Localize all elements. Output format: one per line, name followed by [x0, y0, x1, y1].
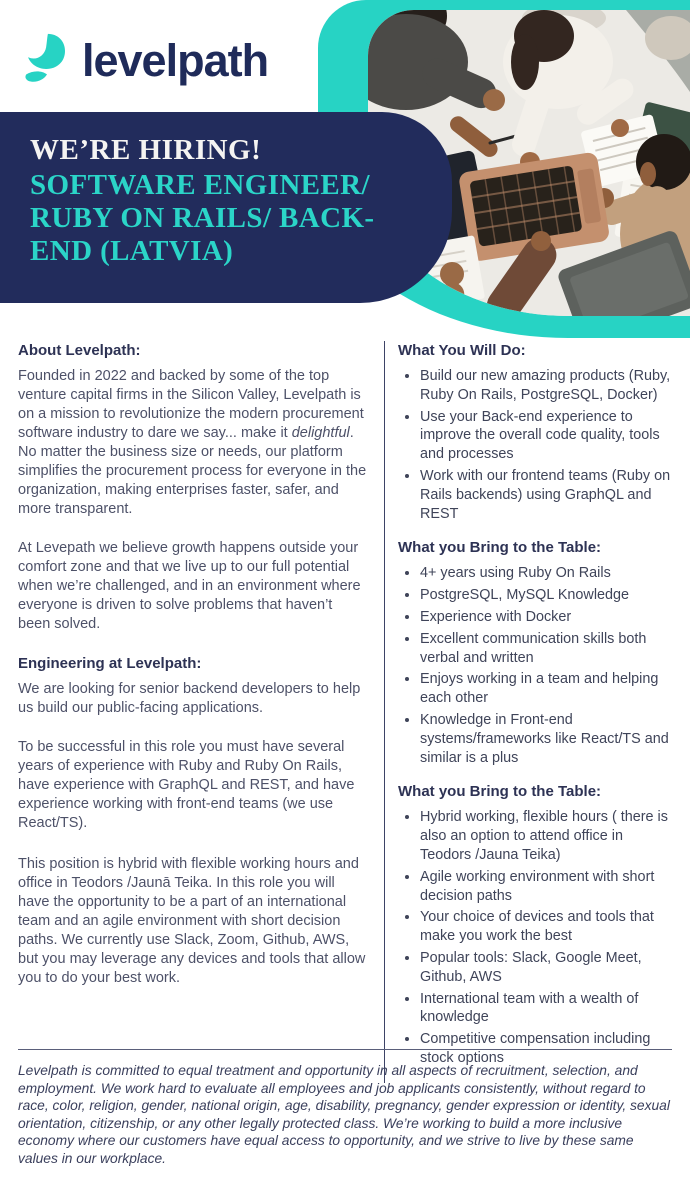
levelpath-logo [20, 30, 268, 90]
list-item: • Your choice of devices and tools that make you work the best [420, 908, 676, 946]
engineering-heading: Engineering at Levelpath: [18, 655, 202, 672]
hero-banner [0, 112, 452, 303]
body-content [18, 341, 676, 1083]
left-column [18, 341, 384, 1083]
about-p1-pre: Founded in 2022 and backed by some of the top venture capital firms in the Silicon Valley, Levelpath is on a mission to revolutionize the modern procurement software industry to dare we say... make it [18, 368, 364, 441]
logo-wordmark: levelpath [82, 34, 269, 86]
about-paragraph [18, 367, 368, 519]
bring-to-table-section-2 [398, 782, 676, 1067]
what-you-will-do-heading: What You Will Do: [398, 342, 526, 359]
what-you-will-do-list [398, 367, 676, 523]
about-p1-emphasis: delightful [291, 425, 350, 441]
list-item: • Knowledge in Front-end systems/frameworks like React/TS and similar is a plus [420, 711, 676, 767]
hiring-headline: WE’RE HIRING! [30, 134, 262, 166]
engineering-paragraph-3: This position is hybrid with flexible working hours and office in Teodors /Jaunā Teika. In this role you will have the opportunity to be a part of an international team and an agile environment with short decision paths. We currently use Slack, Zoom, Github, AWS, but you may leverage any devices and tools that allow you to do your best work. [18, 856, 366, 986]
list-item: • Experience with Docker [420, 608, 676, 627]
list-item: • Excellent communication skills both verbal and written [420, 630, 676, 668]
bring-to-table-section-1 [398, 538, 676, 767]
bring-to-table-list-1 [398, 564, 676, 767]
list-item: • International team with a wealth of knowledge [420, 990, 676, 1028]
list-item: • Work with our frontend teams (Ruby on Rails backends) using GraphQL and REST [420, 467, 676, 523]
footer-divider [18, 1049, 672, 1050]
list-item: • 4+ years using Ruby On Rails [420, 564, 676, 583]
engineering-paragraph-1: We are looking for senior backend developers to help us build our public-facing applications. [18, 681, 361, 716]
list-item: • Build our new amazing products (Ruby, Ruby On Rails, PostgreSQL, Docker) [420, 367, 676, 405]
engineering-paragraph-2: To be successful in this role you must have several years of experience with Ruby and Ruby On Rails, have experience with GraphQL and REST, and have experience working with front-end teams (we use React/TS). [18, 739, 355, 831]
list-item: • Popular tools: Slack, Google Meet, Github, AWS [420, 949, 676, 987]
bring-to-table-list-2 [398, 808, 676, 1067]
equal-opportunity-statement: Levelpath is committed to equal treatment and opportunity in all aspects of recruitment, selection, and employment. We work hard to evaluate all employees and job applicants consistently, without regard to race, color, religion, gender, national origin, age, disability, pregnancy, gender expression or identity, sexual orientation, citizenship, or any other legally protected class. We’re working to build a more inclusive economy where our customers have equal access to opportunity, and we strive to live by these same values in our workplace. [18, 1063, 670, 1166]
list-item: • Competitive compensation including stock options [420, 1030, 676, 1068]
bring-to-table-heading-2: What you Bring to the Table: [398, 783, 602, 801]
what-you-will-do-section [398, 341, 676, 523]
list-item: • Enjoys working in a team and helping each other [420, 670, 676, 708]
culture-paragraph: At Levepath we believe growth happens outside your comfort zone and that we live up to our full potential when we’re challenged, and in an environment where everyone is driven to solve problems that haven’t been solved. [18, 540, 361, 632]
about-heading: About Levelpath: [18, 342, 141, 359]
job-title: SOFTWARE ENGINEER/ RUBY ON RAILS/ BACK-END (LATVIA) [30, 169, 375, 267]
about-p1-post: . No matter the business size or needs, our platform simplifies the procurement process for everyone in the organization, making enterprises faster, safer, and more transparent. [18, 425, 367, 517]
right-column [385, 341, 676, 1083]
list-item: • Agile working environment with short decision paths [420, 868, 676, 906]
list-item: • Use your Back-end experience to improve the overall code quality, tools and processes [420, 408, 676, 464]
bring-to-table-heading-1: What you Bring to the Table: [398, 539, 602, 557]
list-item: • Hybrid working, flexible hours ( there is also an option to attend office in Teodors /Jauna Teika) [420, 808, 676, 864]
list-item: • PostgreSQL, MySQL Knowledge [420, 586, 676, 605]
levelpath-leaf-icon [20, 30, 74, 90]
